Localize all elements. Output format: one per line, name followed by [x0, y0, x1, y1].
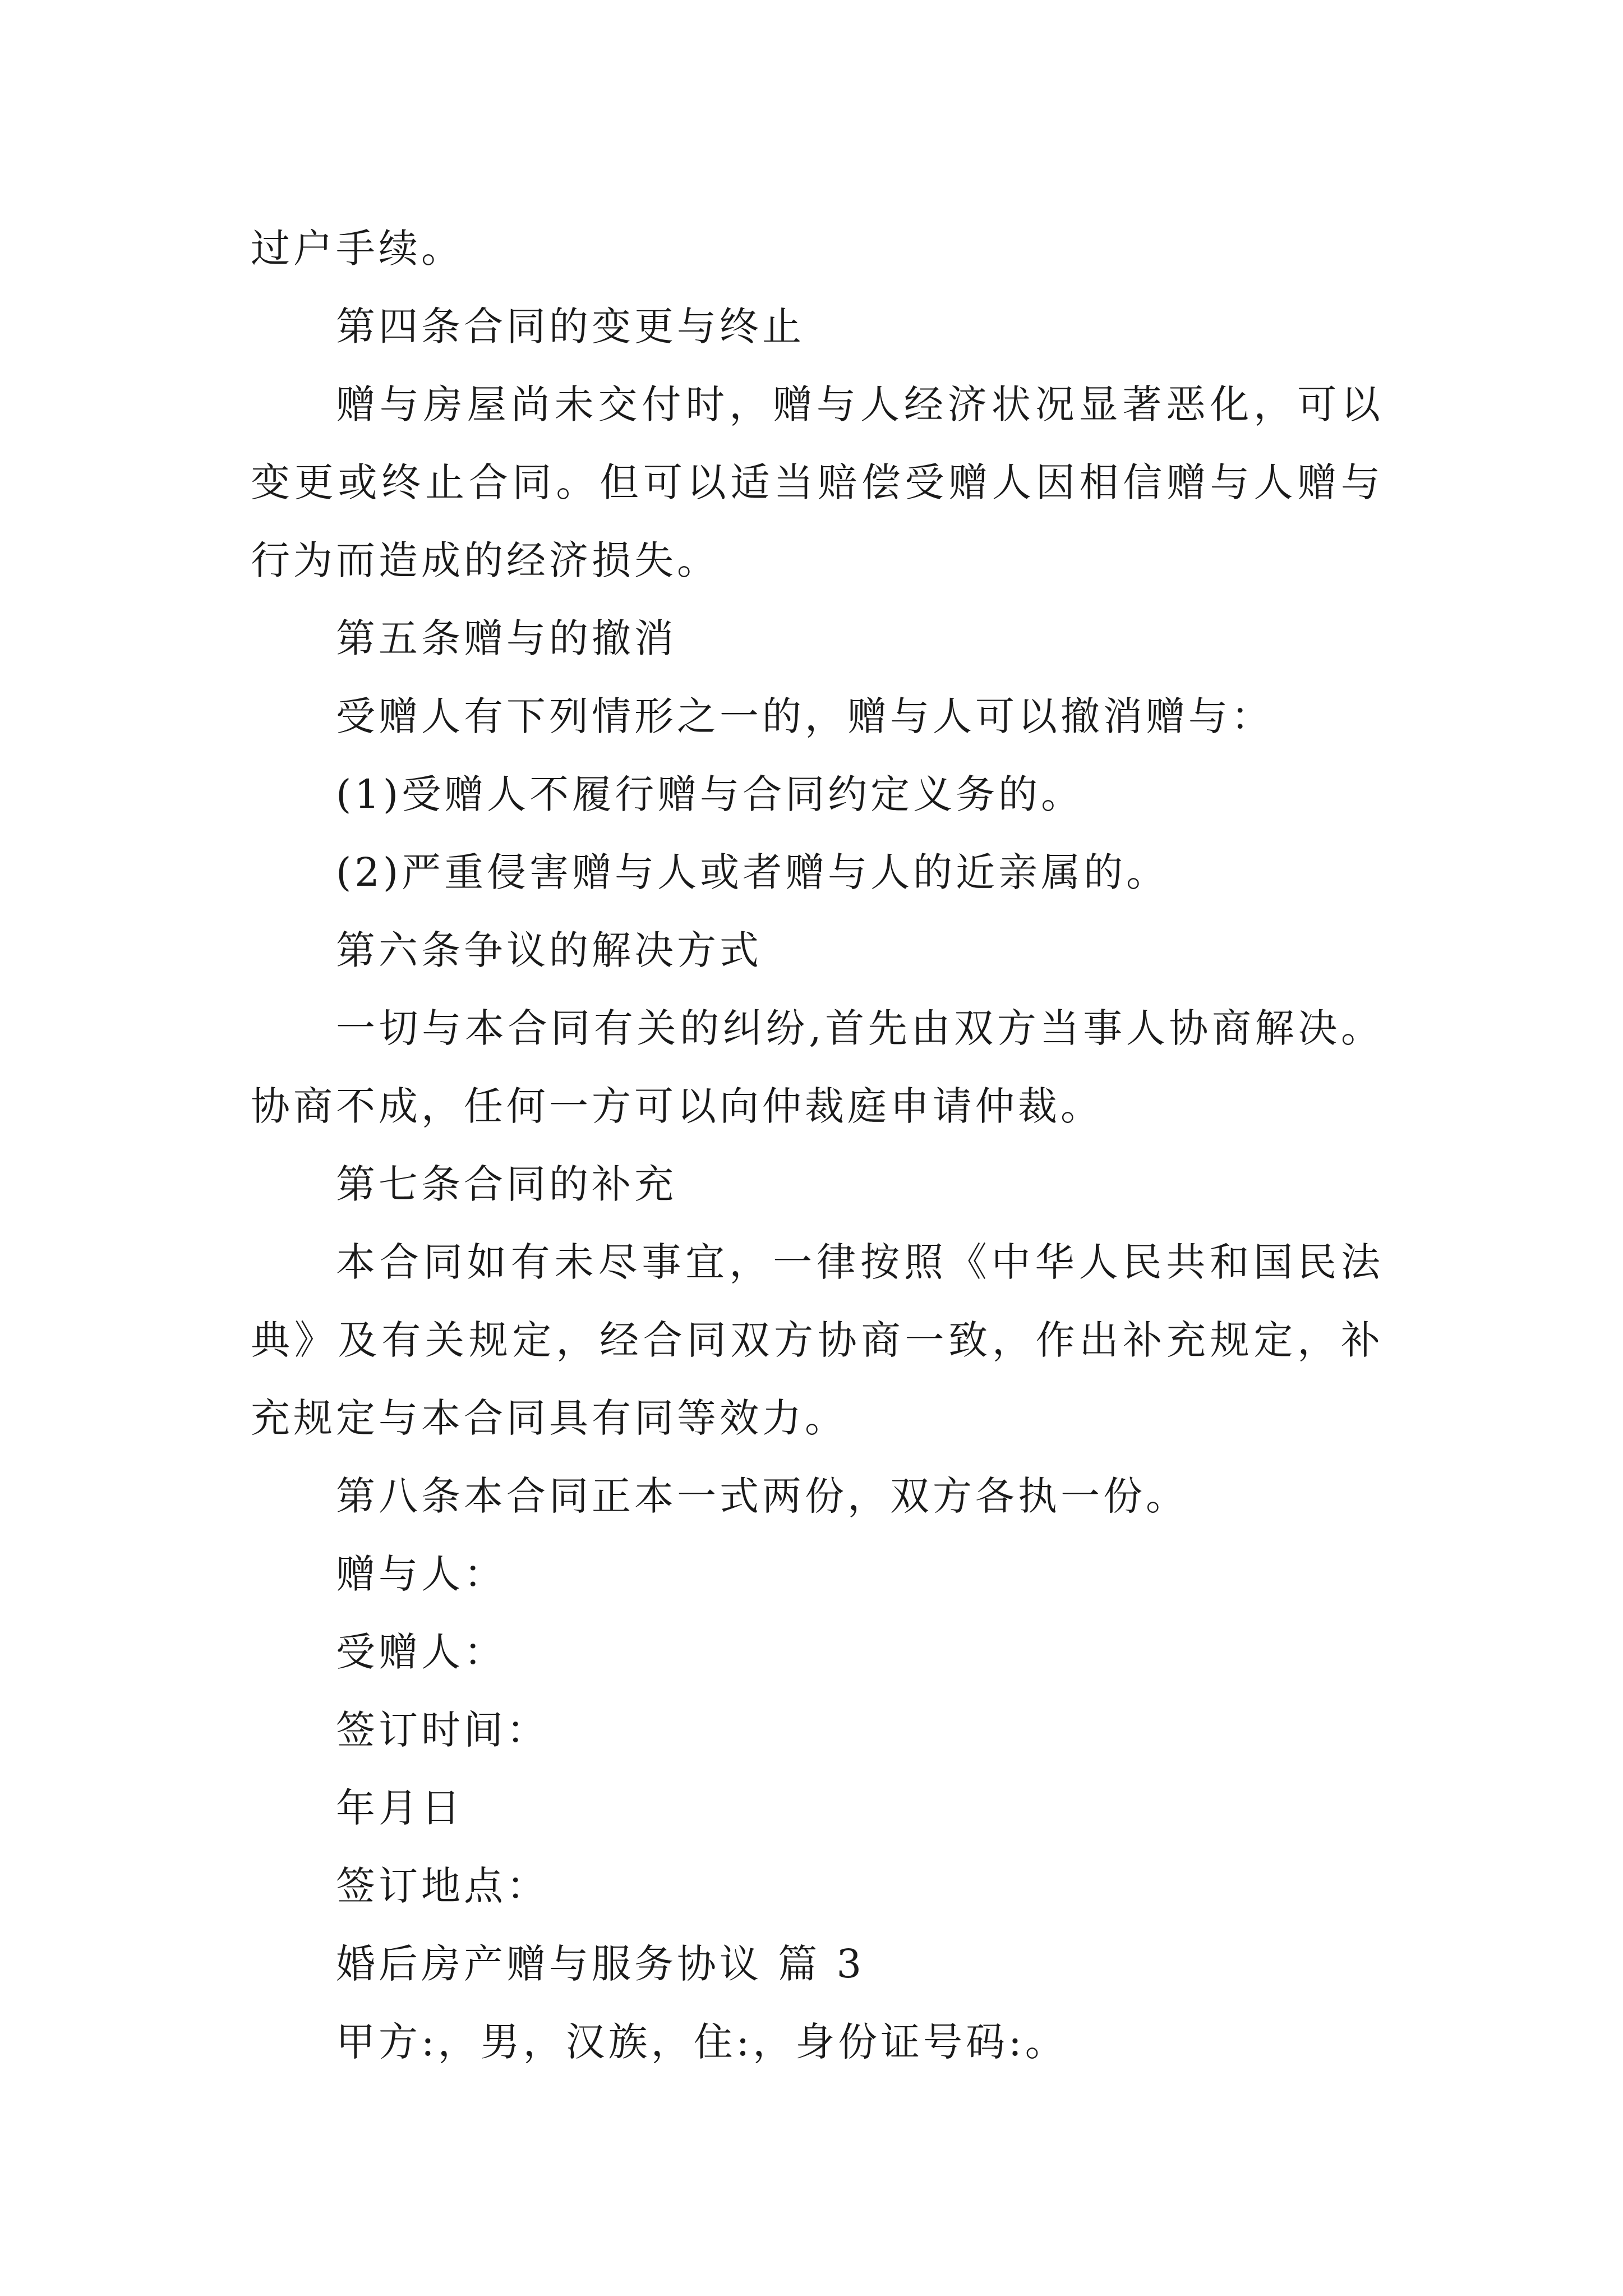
paragraph-article-6-body: 一切与本合同有关的纠纷,首先由双方当事人协商解决。协商不成，任何一方可以向仲裁庭申请仲裁。 [251, 1005, 1384, 1129]
paragraph-article-4-body: 赠与房屋尚未交付时，赠与人经济状况显著恶化，可以变更或终止合同。但可以适当赔偿受赠人因相信赠与人赠与行为而造成的经济损失。 [251, 381, 1384, 583]
paragraph-transfer-procedures: 过户手续。 [251, 226, 464, 272]
section-title-part-3: 婚后房产赠与服务协议 篇 3 [336, 1941, 865, 1987]
signing-time-label: 签订时间： [336, 1707, 549, 1753]
heading-article-6: 第六条争议的解决方式 [336, 927, 762, 973]
heading-article-7: 第七条合同的补充 [336, 1161, 677, 1207]
signature-donee-label: 受赠人： [336, 1629, 506, 1675]
paragraph-article-5-intro: 受赠人有下列情形之一的，赠与人可以撤消赠与： [336, 693, 1274, 739]
list-item-revocation-1: (1)受赠人不履行赠与合同约定义务的。 [336, 771, 1084, 817]
list-item-revocation-2: (2)严重侵害赠与人或者赠与人的近亲属的。 [336, 849, 1169, 895]
party-a-info: 甲方:，男，汉族，住:，身份证号码:。 [336, 2019, 1068, 2065]
signing-place-label: 签订地点： [336, 1863, 549, 1909]
signature-donor-label: 赠与人： [336, 1551, 506, 1597]
heading-article-4: 第四条合同的变更与终止 [336, 303, 805, 349]
paragraph-article-8: 第八条本合同正本一式两份，双方各执一份。 [336, 1473, 1188, 1519]
heading-article-5: 第五条赠与的撤消 [336, 615, 677, 661]
paragraph-article-7-body: 本合同如有未尽事宜，一律按照《中华人民共和国民法典》及有关规定，经合同双方协商一致，作出补充规定，补充规定与本合同具有同等效力。 [251, 1239, 1384, 1441]
signing-date-placeholder: 年月日 [336, 1785, 464, 1831]
document-body [251, 210, 1384, 2081]
